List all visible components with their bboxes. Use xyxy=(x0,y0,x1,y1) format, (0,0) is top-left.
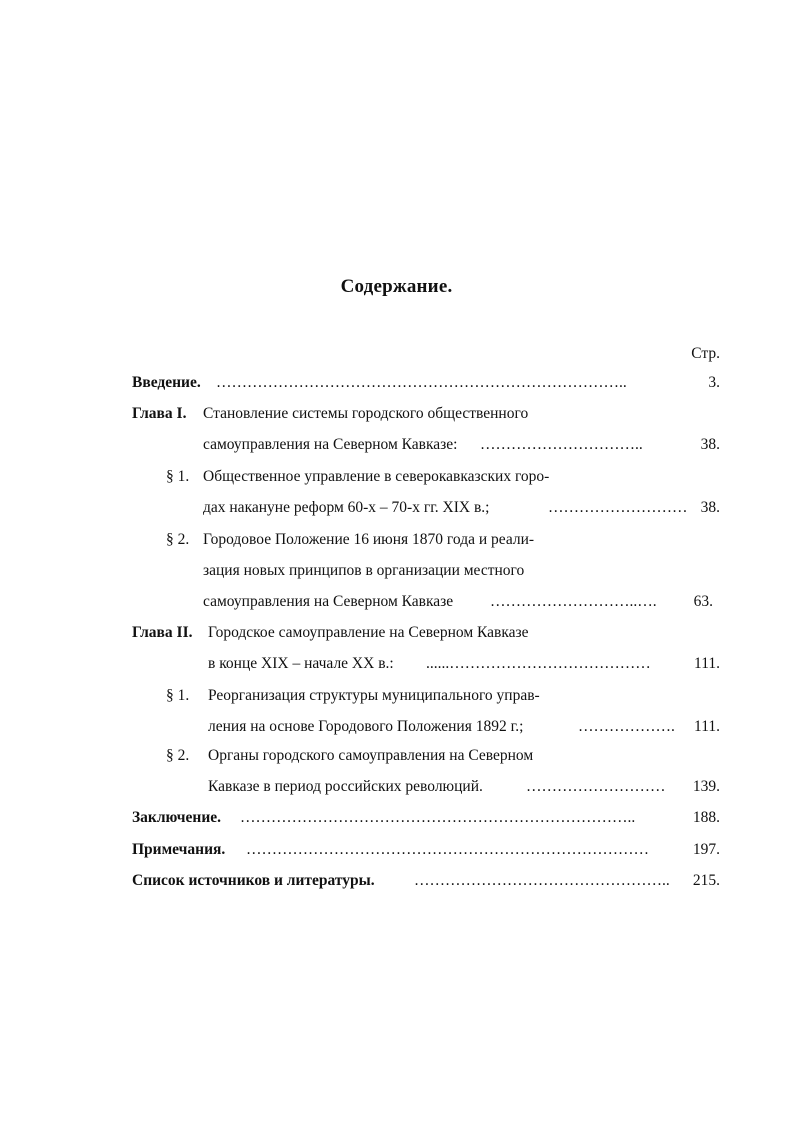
toc-section-title-line-2: дах накануне реформ 60-х – 70-х гг. XIX в.; xyxy=(203,499,490,516)
toc-chapter-title-line-2: в конце XIX – начале XX в.: xyxy=(208,655,394,672)
toc-page-number: 63. xyxy=(693,593,713,610)
toc-entry-section-2-1 xyxy=(0,684,793,708)
toc-entry-section-2-1-cont xyxy=(0,715,793,739)
toc-entry-notes xyxy=(0,838,793,862)
toc-page-number: 3. xyxy=(708,374,720,391)
toc-entry-label: Заключение. xyxy=(132,809,222,826)
toc-entry-conclusion xyxy=(0,806,793,830)
toc-entry-section-1-2 xyxy=(0,528,793,552)
toc-page-number: 111. xyxy=(694,655,720,672)
toc-leader-dots: ………………………………………………………………….. xyxy=(240,809,636,826)
toc-section-title-line-3: самоуправления на Северном Кавказе xyxy=(203,593,454,610)
toc-entry-label: Введение. xyxy=(132,374,201,391)
toc-page-number: 38. xyxy=(700,436,720,453)
toc-entry-section-1-2-cont-2 xyxy=(0,590,793,614)
toc-leader-dots: ……………………… xyxy=(526,778,666,795)
toc-leader-dots: ……………………… xyxy=(548,499,688,516)
toc-chapter-label: Глава I. xyxy=(132,405,187,422)
toc-section-title-line-1: Органы городского самоуправления на Северном xyxy=(208,747,534,764)
toc-section-number: § 2. xyxy=(166,531,190,548)
toc-entry-sources xyxy=(0,869,793,893)
toc-page-number: 197. xyxy=(692,841,720,858)
toc-section-title-line-1: Общественное управление в северокавказских горо- xyxy=(203,468,550,485)
toc-page-number: 215. xyxy=(692,872,720,889)
toc-entry-chapter-1 xyxy=(0,402,793,426)
toc-entry-section-1-1-cont xyxy=(0,496,793,520)
toc-page-number: 188. xyxy=(692,809,720,826)
toc-section-title-line-2: ления на основе Городового Положения 1892 г.; xyxy=(208,718,524,735)
toc-entry-chapter-1-cont xyxy=(0,433,793,457)
toc-section-number: § 1. xyxy=(166,468,190,485)
toc-leader-dots: ………………………….. xyxy=(480,436,643,453)
toc-entry-section-1-2-cont-1 xyxy=(0,559,793,583)
toc-chapter-title-line-1: Городское самоуправление на Северном Кавказе xyxy=(208,624,529,641)
toc-section-title-line-2: Кавказе в период российских революций. xyxy=(208,778,483,795)
toc-section-title-line-2: зация новых принципов в организации местного xyxy=(203,562,525,579)
toc-leader-dots: ………………. xyxy=(578,718,675,735)
toc-leader-dots: …………………………………………………………………….. xyxy=(216,374,627,391)
toc-chapter-label: Глава II. xyxy=(132,624,193,641)
toc-entry-section-2-2 xyxy=(0,744,793,768)
page-title: Содержание. xyxy=(340,276,453,297)
toc-section-number: § 1. xyxy=(166,687,190,704)
page-column-label: Стр. xyxy=(691,345,720,362)
toc-page-number: 139. xyxy=(692,778,720,795)
toc-entry-chapter-2 xyxy=(0,621,793,645)
toc-entry-label: Примечания. xyxy=(132,841,226,858)
toc-chapter-title-line-1: Становление системы городского общественного xyxy=(203,405,529,422)
toc-entry-chapter-2-cont xyxy=(0,652,793,676)
toc-entry-section-1-1 xyxy=(0,465,793,489)
toc-page-number: 111. xyxy=(694,718,720,735)
toc-section-number: § 2. xyxy=(166,747,190,764)
toc-section-title-line-1: Реорганизация структуры муниципального управ- xyxy=(208,687,540,704)
toc-page-number: 38. xyxy=(700,499,720,516)
toc-chapter-title-line-2: самоуправления на Северном Кавказе: xyxy=(203,436,458,453)
toc-leader-dots: ......………………………………… xyxy=(426,655,651,672)
toc-section-title-line-1: Городовое Положение 16 июня 1870 года и реали- xyxy=(203,531,535,548)
toc-entry-section-2-2-cont xyxy=(0,775,793,799)
toc-leader-dots: …………………………………………………………………… xyxy=(246,841,649,858)
toc-leader-dots: ………………………………………….. xyxy=(414,872,670,889)
toc-entry-label: Список источников и литературы. xyxy=(132,872,375,889)
page-column-label-row xyxy=(0,342,793,366)
toc-leader-dots: ………………………..…. xyxy=(490,593,657,610)
toc-entry-intro xyxy=(0,371,793,395)
